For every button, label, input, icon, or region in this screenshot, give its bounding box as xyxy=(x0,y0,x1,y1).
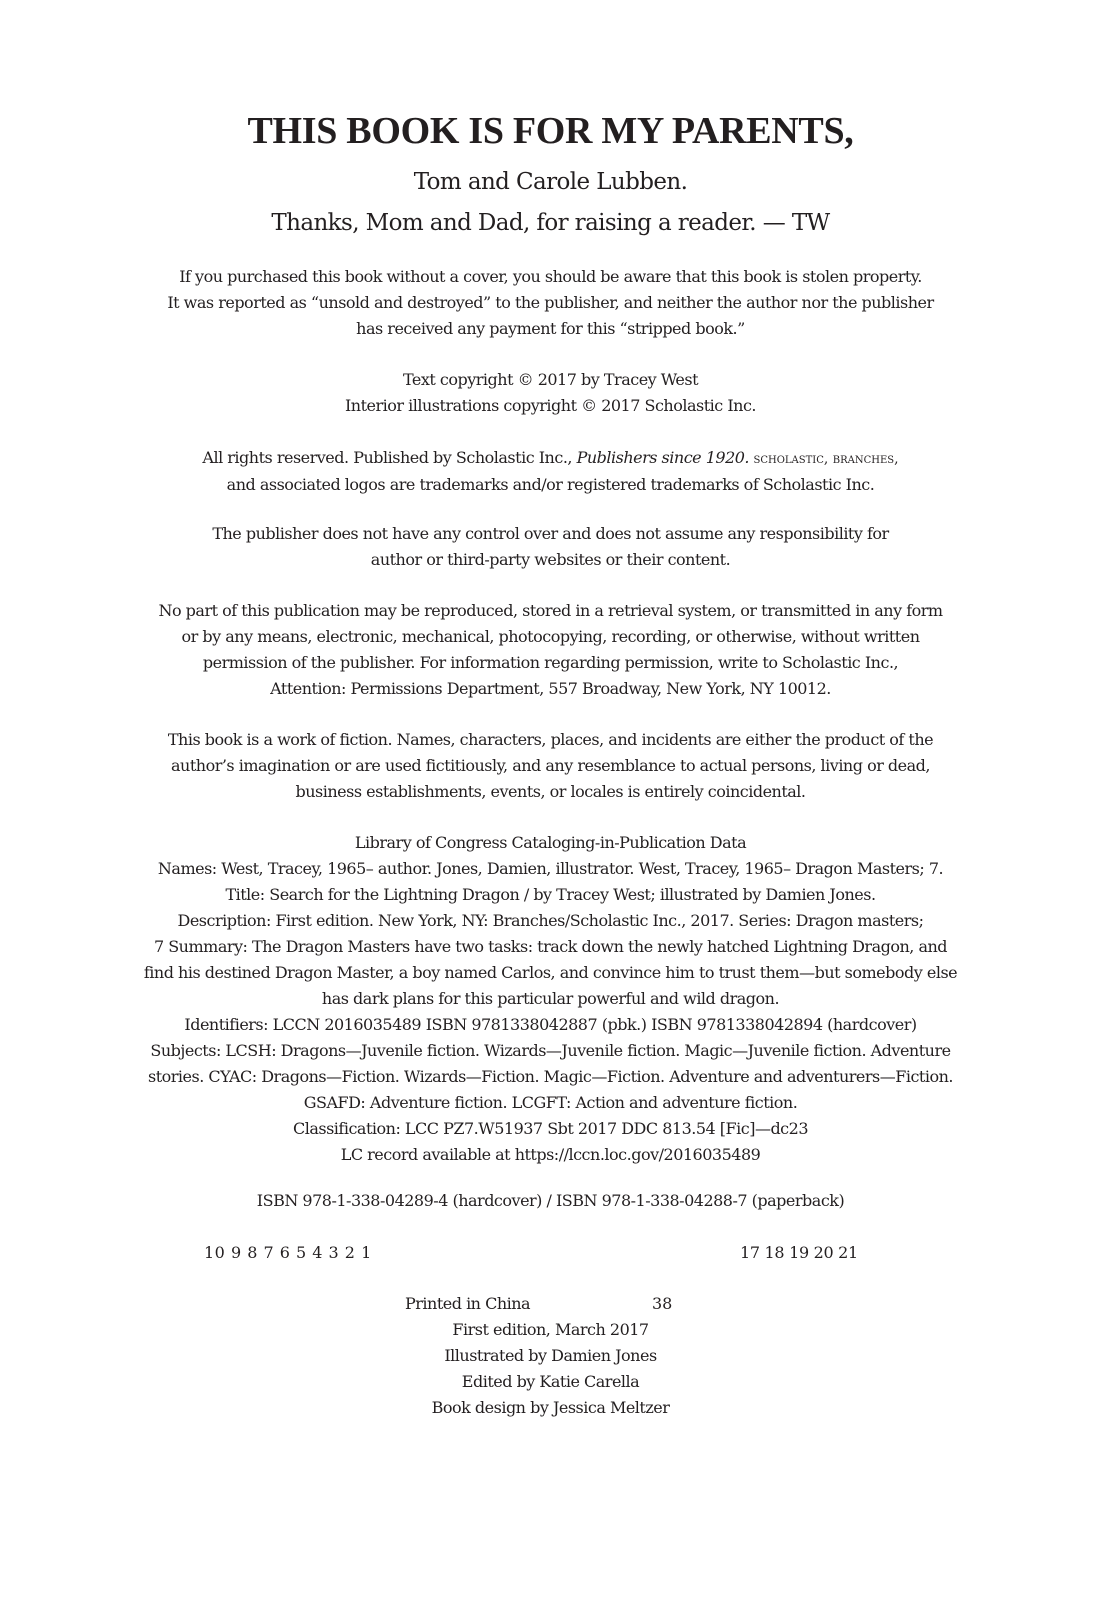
credit-line: Book design by Jessica Meltzer xyxy=(431,1398,670,1417)
text-line: and associated logos are trademarks and/or registered trademarks of Scholastic Inc. xyxy=(226,475,875,494)
text-line: LC record available at https://lccn.loc.gov/2016035489 xyxy=(340,1145,761,1164)
text-line xyxy=(0,445,1101,472)
printing-number-line: 10 9 8 7 6 5 4 3 2 1 xyxy=(204,1243,372,1262)
text-line: has received any payment for this “stripped book.” xyxy=(356,319,745,338)
text-line: ISBN 978-1-338-04289-4 (hardcover) / ISBN 978-1-338-04288-7 (paperback) xyxy=(256,1191,845,1210)
text-line: No part of this publication may be reproduced, stored in a retrieval system, or transmitted in any form xyxy=(158,601,943,620)
text-line: 7 Summary: The Dragon Masters have two tasks: track down the newly hatched Lightning Dragon, and xyxy=(153,937,948,956)
text-line: Attention: Permissions Department, 557 Broadway, New York, NY 10012. xyxy=(270,679,831,698)
text-line: Names: West, Tracey, 1965– author. Jones, Damien, illustrator. West, Tracey, 1965– Dragon Masters; 7. xyxy=(157,859,944,878)
credits xyxy=(0,1317,1101,1421)
dedication-line-1: Tom and Carole Lubben. xyxy=(413,169,688,195)
cip-data xyxy=(0,830,1101,1168)
publisher-tagline: Publishers since 1920. xyxy=(576,448,750,467)
copyright-notice xyxy=(0,367,1101,419)
credit-line: First edition, March 2017 xyxy=(452,1320,649,1339)
dedication-title: THIS BOOK IS FOR MY PARENTS, xyxy=(247,110,854,152)
text-line: GSAFD: Adventure fiction. LCGFT: Action and adventure fiction. xyxy=(303,1093,798,1112)
dedication-line-2: Thanks, Mom and Dad, for raising a reader. — TW xyxy=(271,210,830,236)
credit-line: Edited by Katie Carella xyxy=(461,1372,640,1391)
text-line: Identifiers: LCCN 2016035489 ISBN 9781338042887 (pbk.) ISBN 9781338042894 (hardcover) xyxy=(184,1015,917,1034)
rights-prefix: All rights reserved. Published by Scholastic Inc., xyxy=(202,448,577,467)
rights-notice xyxy=(0,445,1101,498)
text-line: author or third-party websites or their content. xyxy=(370,550,731,569)
text-line: permission of the publisher. For information regarding permission, write to Scholastic Inc., xyxy=(202,653,899,672)
text-line: Subjects: LCSH: Dragons—Juvenile fiction. Wizards—Juvenile fiction. Magic—Juvenile fiction. Adventure xyxy=(150,1041,951,1060)
text-line: If you purchased this book without a cover, you should be aware that this book is stolen property. xyxy=(179,267,922,286)
credit-line: Illustrated by Damien Jones xyxy=(444,1346,657,1365)
printing-year-line: 17 18 19 20 21 xyxy=(740,1243,858,1262)
reproduction-notice xyxy=(0,598,1101,702)
text-line: has dark plans for this particular powerful and wild dragon. xyxy=(321,989,780,1008)
text-line: Classification: LCC PZ7.W51937 Sbt 2017 DDC 813.54 [Fic]—dc23 xyxy=(292,1119,808,1138)
text-line: author’s imagination or are used fictitiously, and any resemblance to actual persons, living or dead, xyxy=(170,756,931,775)
text-line: The publisher does not have any control over and does not assume any responsibility for xyxy=(212,524,889,543)
text-line: Text copyright © 2017 by Tracey West xyxy=(402,370,699,389)
text-line: stories. CYAC: Dragons—Fiction. Wizards—Fiction. Magic—Fiction. Adventure and adventurers—Fiction. xyxy=(147,1067,953,1086)
printed-in: Printed in China xyxy=(405,1294,531,1313)
website-control-notice xyxy=(0,521,1101,573)
fiction-notice xyxy=(0,727,1101,805)
text-line: It was reported as “unsold and destroyed” to the publisher, and neither the author nor the publisher xyxy=(167,293,934,312)
text-line: This book is a work of fiction. Names, characters, places, and incidents are either the product of the xyxy=(167,730,934,749)
text-line: business establishments, events, or locales is entirely coincidental. xyxy=(295,782,806,801)
isbn-line xyxy=(0,1188,1101,1214)
text-line: Title: Search for the Lightning Dragon / by Tracey West; illustrated by Damien Jones. xyxy=(225,885,876,904)
text-line: or by any means, electronic, mechanical, photocopying, recording, or otherwise, without written xyxy=(181,627,920,646)
trademark-names: scholastic, branches, xyxy=(749,451,899,467)
text-line: Description: First edition. New York, NY: Branches/Scholastic Inc., 2017. Series: Dragon masters; xyxy=(177,911,924,930)
text-line: Interior illustrations copyright © 2017 Scholastic Inc. xyxy=(344,396,756,415)
text-line: find his destined Dragon Master, a boy named Carlos, and convince him to trust them—but somebody else xyxy=(143,963,958,982)
printer-code: 38 xyxy=(652,1294,673,1313)
text-line: Library of Congress Cataloging-in-Publication Data xyxy=(354,833,747,852)
stolen-book-notice xyxy=(0,264,1101,342)
